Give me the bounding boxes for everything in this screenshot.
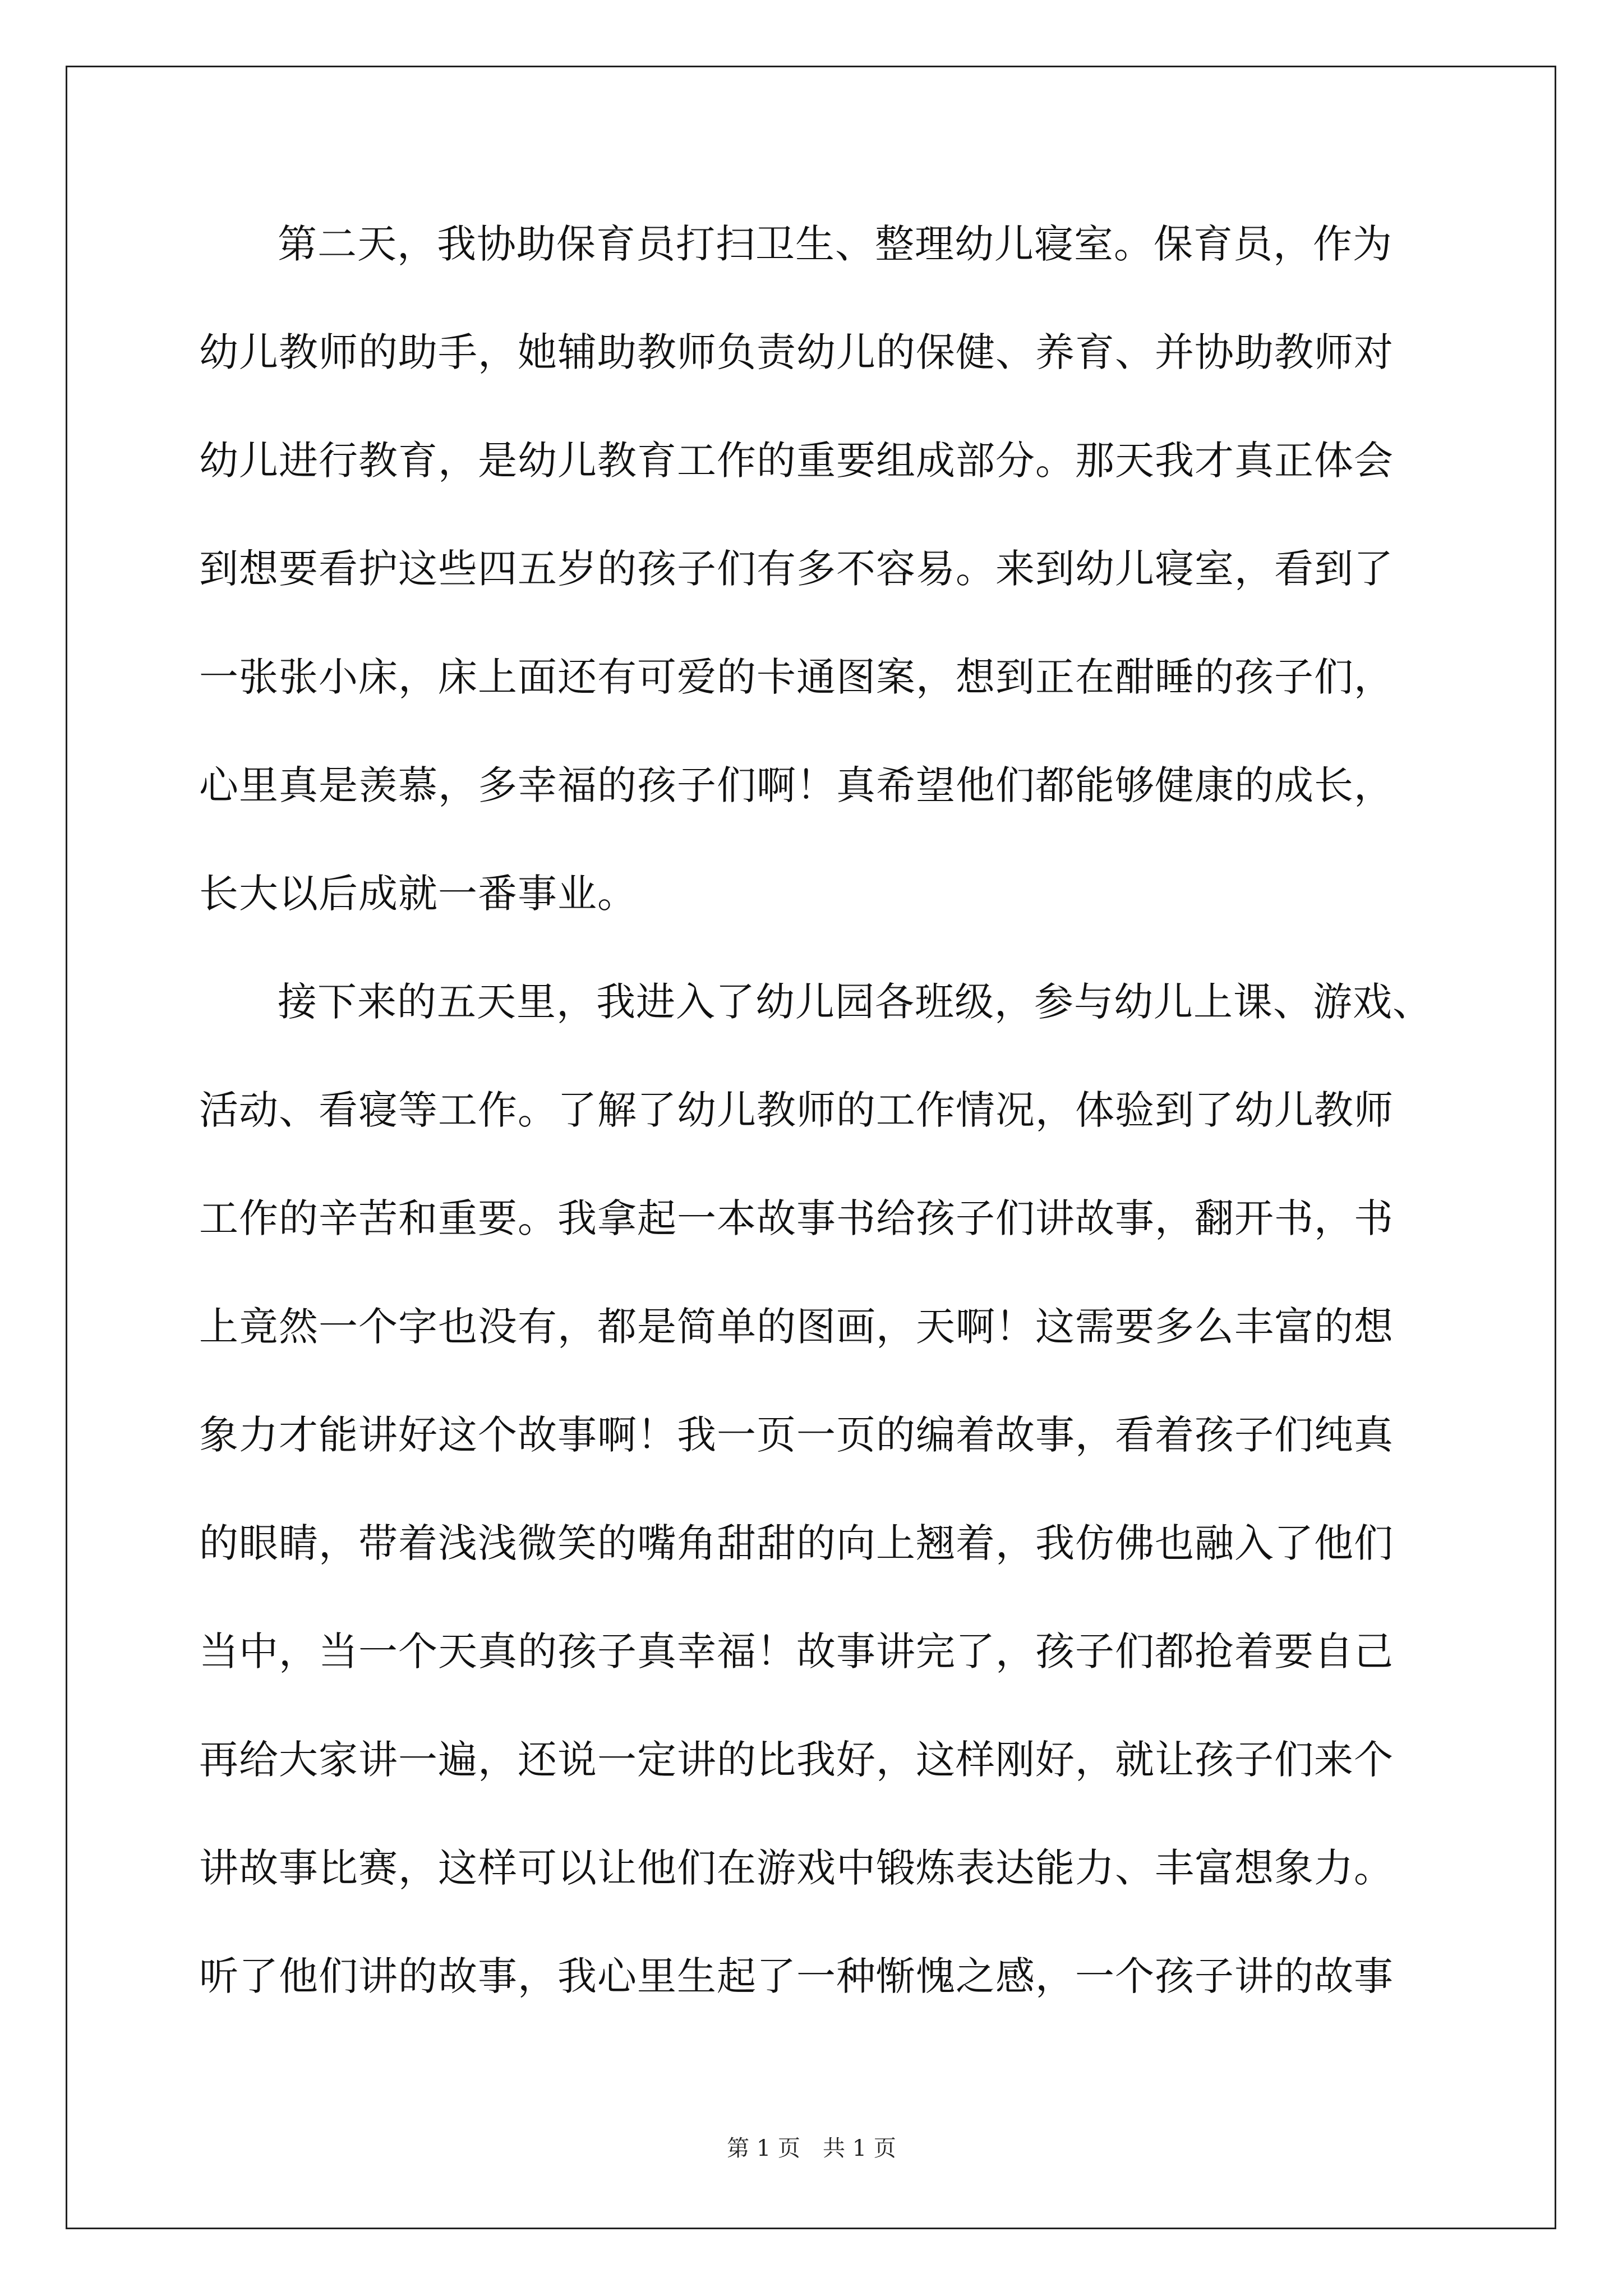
text-line: 讲故事比赛，这样可以让他们在游戏中锻炼表达能力、丰富想象力。 bbox=[199, 1845, 1394, 1891]
text-line: 第二天，我协助保育员打扫卫生、整理幼儿寝室。保育员，作为 bbox=[278, 221, 1393, 267]
text-line: 活动、看寝等工作。了解了幼儿教师的工作情况，体验到了幼儿教师 bbox=[199, 1087, 1394, 1133]
page-number-footer: 第 1 页 共 1 页 bbox=[727, 2136, 896, 2161]
text-line: 幼儿教师的助手，她辅助教师负责幼儿的保健、养育、并协助教师对 bbox=[199, 329, 1394, 375]
text-line: 当中，当一个天真的孩子真幸福！故事讲完了，孩子们都抢着要自己 bbox=[199, 1628, 1394, 1674]
text-line: 象力才能讲好这个故事啊！我一页一页的编着故事，看着孩子们纯真 bbox=[199, 1412, 1394, 1458]
text-line: 的眼睛，带着浅浅微笑的嘴角甜甜的向上翘着，我仿佛也融入了他们 bbox=[199, 1520, 1394, 1566]
text-line: 长大以后成就一番事业。 bbox=[199, 871, 637, 917]
text-line: 上竟然一个字也没有，都是简单的图画，天啊！这需要多么丰富的想 bbox=[199, 1304, 1394, 1350]
text-line: 听了他们讲的故事，我心里生起了一种惭愧之感，一个孩子讲的故事 bbox=[199, 1953, 1394, 1999]
text-line: 到想要看护这些四五岁的孩子们有多不容易。来到幼儿寝室，看到了 bbox=[199, 546, 1394, 592]
text-line: 心里真是羡慕，多幸福的孩子们啊！真希望他们都能够健康的成长， bbox=[199, 762, 1394, 808]
text-line: 幼儿进行教育，是幼儿教育工作的重要组成部分。那天我才真正体会 bbox=[199, 438, 1394, 484]
document-body bbox=[199, 216, 1432, 2056]
text-line: 再给大家讲一遍，还说一定讲的比我好，这样刚好，就让孩子们来个 bbox=[199, 1737, 1394, 1783]
text-line: 接下来的五天里，我进入了幼儿园各班级，参与幼儿上课、游戏、 bbox=[278, 979, 1432, 1025]
text-line: 工作的辛苦和重要。我拿起一本故事书给孩子们讲故事，翻开书，书 bbox=[199, 1195, 1394, 1241]
text-line: 一张张小床，床上面还有可爱的卡通图案，想到正在酣睡的孩子们， bbox=[199, 654, 1394, 700]
